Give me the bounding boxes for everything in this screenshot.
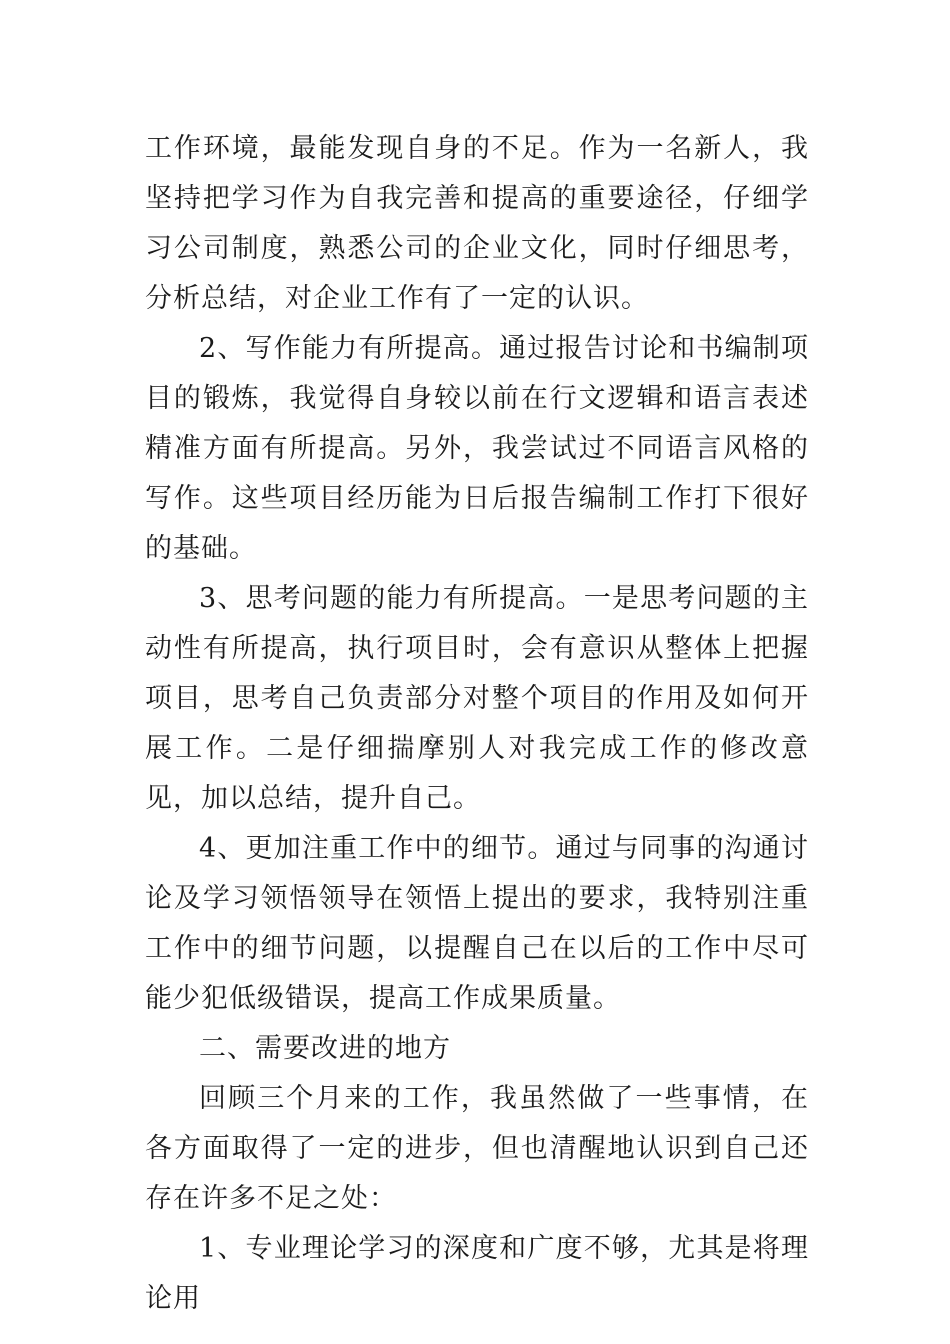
- paragraph-item-4: 4、更加注重工作中的细节。通过与同事的沟通讨论及学习领悟领导在领悟上提出的要求，我特别注重工作中的细节问题，以提醒自己在以后的工作中尽可能少犯低级错误，提高工作成果质量。: [145, 833, 809, 1014]
- paragraph-item-3: 3、思考问题的能力有所提高。一是思考问题的主动性有所提高，执行项目时，会有意识从整体上把握项目，思考自己负责部分对整个项目的作用及如何开展工作。二是仔细揣摩别人对我完成工作的修改意见，加以总结，提升自己。: [145, 583, 809, 814]
- document-body: [145, 124, 809, 1324]
- paragraph-continuation: 工作环境，最能发现自身的不足。作为一名新人，我坚持把学习作为自我完善和提高的重要途径，仔细学习公司制度，熟悉公司的企业文化，同时仔细思考，分析总结，对企业工作有了一定的认识。: [145, 133, 809, 314]
- paragraph-improve-1: 1、专业理论学习的深度和广度不够，尤其是将理论用: [145, 1233, 809, 1314]
- paragraph-review: 回顾三个月来的工作，我虽然做了一些事情，在各方面取得了一定的进步，但也清醒地认识到自己还存在许多不足之处：: [145, 1083, 809, 1214]
- section-heading: 二、需要改进的地方: [199, 1033, 451, 1064]
- paragraph-item-2: 2、写作能力有所提高。通过报告讨论和书编制项目的锻炼，我觉得自身较以前在行文逻辑和语言表述精准方面有所提高。另外，我尝试过不同语言风格的写作。这些项目经历能为日后报告编制工作打下很好的基础。: [145, 333, 809, 564]
